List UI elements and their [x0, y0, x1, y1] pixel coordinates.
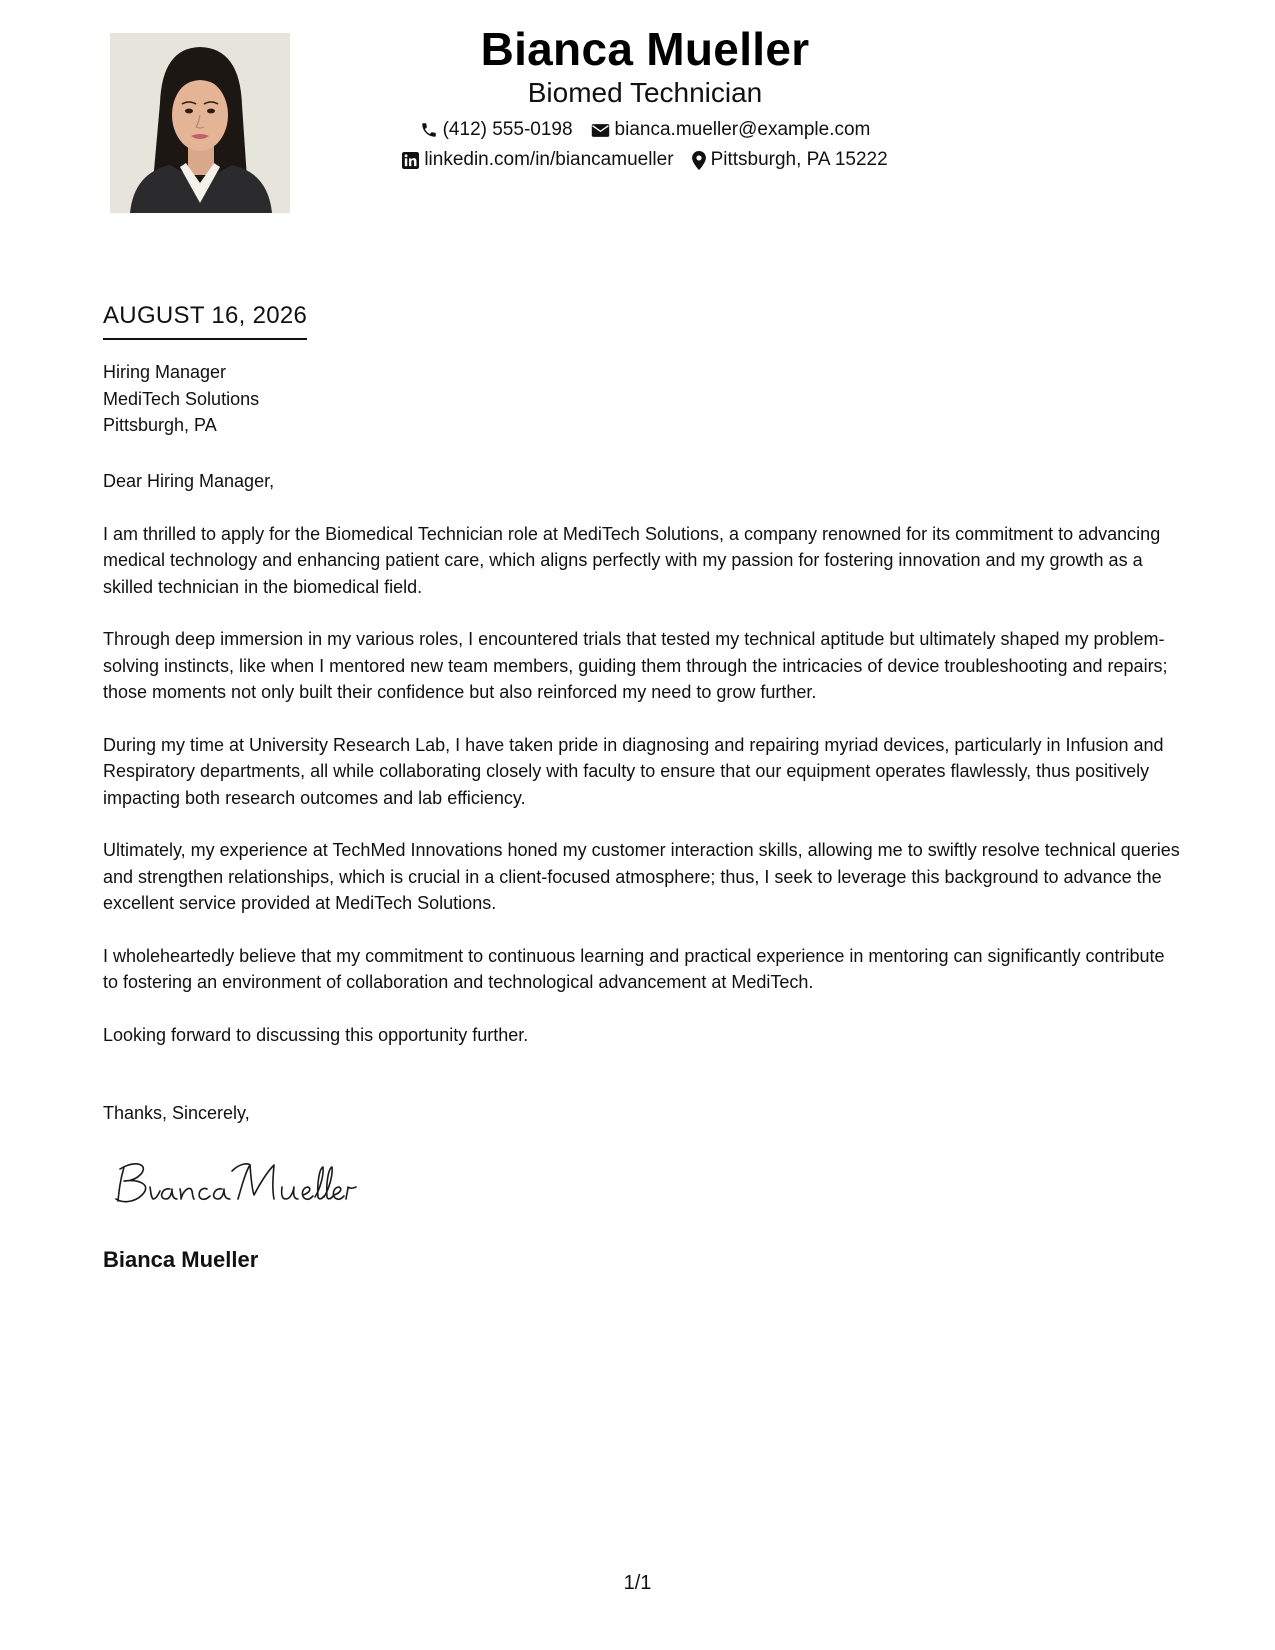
- phone-icon: [420, 121, 438, 139]
- letter-header: [300, 22, 990, 172]
- body-paragraph: Through deep immersion in my various roles, I encountered trials that tested my technical aptitude but ultimately shaped my problem-solving instincts, like when I mentored new team members, guiding them through the intricacies of device troubleshooting and repairs; those moments not only built their confidence but also reinforced my need to grow further.: [103, 629, 1168, 702]
- letter-body: [103, 468, 1183, 1074]
- applicant-title: Biomed Technician: [527, 77, 763, 108]
- contact-line-primary: [300, 118, 990, 142]
- recipient-line: Hiring Manager: [103, 362, 227, 382]
- map-pin-icon: [692, 151, 706, 170]
- body-paragraph: Looking forward to discussing this opportunity further.: [103, 1024, 529, 1045]
- linkedin-icon: [402, 152, 419, 169]
- contact-line-secondary: [300, 148, 990, 172]
- recipient-block: [103, 359, 259, 439]
- contact-phone: [420, 118, 573, 142]
- closing-line: Thanks, Sincerely,: [103, 1103, 250, 1123]
- phone-text: (412) 555-0198: [442, 119, 573, 140]
- contact-linkedin[interactable]: [402, 148, 673, 172]
- location-text: Pittsburgh, PA 15222: [710, 149, 888, 170]
- email-text[interactable]: bianca.mueller@example.com: [614, 119, 871, 140]
- signer-name: Bianca Mueller: [103, 1247, 259, 1272]
- handwritten-signature: [110, 1155, 360, 1215]
- salutation: Dear Hiring Manager,: [103, 471, 275, 491]
- body-paragraph: Ultimately, my experience at TechMed Innovations honed my customer interaction skills, allowing me to swiftly resolve technical queries and strengthen relationships, which is crucial in a client-focused atmosphere; thus, I seek to leverage this background to advance the excellent service provided at MediTech Solutions.: [103, 840, 1180, 913]
- letter-date: AUGUST 16, 2026: [103, 300, 307, 340]
- recipient-line: Pittsburgh, PA: [103, 415, 217, 435]
- body-paragraph: I wholeheartedly believe that my commitment to continuous learning and practical experience in mentoring can significantly contribute to fostering an environment of collaboration and technological advancement at MediTech.: [103, 945, 1165, 992]
- contact-location: [692, 148, 888, 172]
- contact-email[interactable]: [591, 118, 871, 142]
- profile-photo: [110, 33, 290, 213]
- body-paragraph: I am thrilled to apply for the Biomedical Technician role at MediTech Solutions, a company renowned for its commitment to advancing medical technology and enhancing patient care, which aligns perfectly with my passion for fostering innovation and my growth as a skilled technician in the biomedical field.: [103, 523, 1161, 597]
- applicant-name: Bianca Mueller: [480, 23, 810, 75]
- body-paragraph: During my time at University Research Lab, I have taken pride in diagnosing and repairing myriad devices, particularly in Infusion and Respiratory departments, all while collaborating closely with faculty to ensure that our equipment operates flawlessly, thus positively impacting both research outcomes and lab efficiency.: [103, 734, 1164, 808]
- linkedin-text[interactable]: linkedin.com/in/biancamueller: [424, 149, 674, 170]
- envelope-icon: [591, 123, 610, 138]
- recipient-line: MediTech Solutions: [103, 388, 260, 409]
- page-number: 1/1: [623, 1572, 652, 1594]
